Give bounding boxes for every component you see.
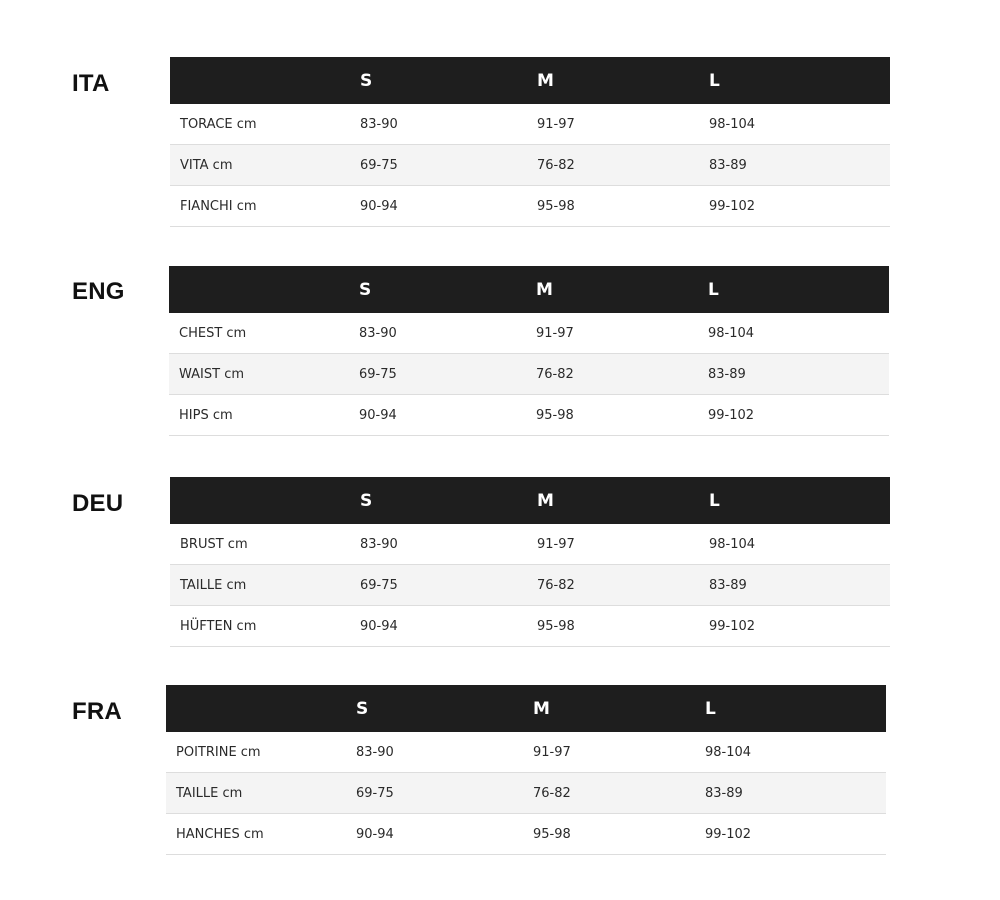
size-header-l: L bbox=[705, 685, 886, 732]
size-header-m: M bbox=[537, 477, 709, 524]
measurement-label: VITA cm bbox=[170, 145, 360, 186]
size-l-value: 99-102 bbox=[705, 814, 886, 855]
size-l-value: 98-104 bbox=[705, 732, 886, 773]
size-m-value: 91-97 bbox=[536, 313, 708, 354]
measurement-label: HANCHES cm bbox=[166, 814, 356, 855]
size-header-s: S bbox=[360, 57, 537, 104]
size-table-deu bbox=[170, 477, 890, 647]
language-heading: ITA bbox=[72, 70, 110, 97]
size-s-value: 69-75 bbox=[359, 354, 536, 395]
language-heading: FRA bbox=[72, 698, 122, 725]
table-row bbox=[170, 186, 890, 227]
table-header-row bbox=[170, 57, 890, 104]
size-s-value: 83-90 bbox=[359, 313, 536, 354]
measurement-label: WAIST cm bbox=[169, 354, 359, 395]
table-header-row bbox=[170, 477, 890, 524]
size-m-value: 95-98 bbox=[533, 814, 705, 855]
table-row bbox=[166, 732, 886, 773]
size-header-m: M bbox=[533, 685, 705, 732]
measurement-label: TORACE cm bbox=[170, 104, 360, 145]
size-s-value: 69-75 bbox=[360, 145, 537, 186]
size-m-value: 76-82 bbox=[533, 773, 705, 814]
header-empty-cell bbox=[169, 266, 359, 313]
size-s-value: 90-94 bbox=[356, 814, 533, 855]
header-empty-cell bbox=[166, 685, 356, 732]
size-s-value: 83-90 bbox=[360, 524, 537, 565]
size-m-value: 95-98 bbox=[537, 186, 709, 227]
size-header-m: M bbox=[536, 266, 708, 313]
table-row bbox=[169, 354, 889, 395]
table-row bbox=[166, 773, 886, 814]
size-header-m: M bbox=[537, 57, 709, 104]
size-m-value: 91-97 bbox=[537, 104, 709, 145]
size-m-value: 76-82 bbox=[537, 565, 709, 606]
size-header-s: S bbox=[356, 685, 533, 732]
measurement-label: HIPS cm bbox=[169, 395, 359, 436]
size-header-l: L bbox=[708, 266, 889, 313]
size-m-value: 91-97 bbox=[533, 732, 705, 773]
size-m-value: 76-82 bbox=[536, 354, 708, 395]
size-header-l: L bbox=[709, 477, 890, 524]
size-m-value: 91-97 bbox=[537, 524, 709, 565]
size-s-value: 83-90 bbox=[360, 104, 537, 145]
header-empty-cell bbox=[170, 57, 360, 104]
table-header-row bbox=[169, 266, 889, 313]
size-l-value: 98-104 bbox=[708, 313, 889, 354]
size-header-s: S bbox=[360, 477, 537, 524]
size-header-l: L bbox=[709, 57, 890, 104]
size-s-value: 69-75 bbox=[356, 773, 533, 814]
table-header-row bbox=[166, 685, 886, 732]
size-table-fra bbox=[166, 685, 886, 855]
size-table-eng bbox=[169, 266, 889, 436]
table-row bbox=[166, 814, 886, 855]
size-l-value: 99-102 bbox=[708, 395, 889, 436]
size-header-s: S bbox=[359, 266, 536, 313]
size-l-value: 83-89 bbox=[709, 565, 890, 606]
language-heading: ENG bbox=[72, 278, 125, 305]
measurement-label: CHEST cm bbox=[169, 313, 359, 354]
size-l-value: 98-104 bbox=[709, 104, 890, 145]
size-l-value: 99-102 bbox=[709, 186, 890, 227]
size-s-value: 83-90 bbox=[356, 732, 533, 773]
size-l-value: 83-89 bbox=[705, 773, 886, 814]
table-row bbox=[170, 524, 890, 565]
table-row bbox=[170, 104, 890, 145]
table-row bbox=[169, 395, 889, 436]
size-m-value: 76-82 bbox=[537, 145, 709, 186]
size-l-value: 83-89 bbox=[708, 354, 889, 395]
header-empty-cell bbox=[170, 477, 360, 524]
measurement-label: POITRINE cm bbox=[166, 732, 356, 773]
size-s-value: 90-94 bbox=[359, 395, 536, 436]
measurement-label: FIANCHI cm bbox=[170, 186, 360, 227]
size-m-value: 95-98 bbox=[537, 606, 709, 647]
size-m-value: 95-98 bbox=[536, 395, 708, 436]
size-l-value: 83-89 bbox=[709, 145, 890, 186]
table-row bbox=[170, 565, 890, 606]
size-s-value: 69-75 bbox=[360, 565, 537, 606]
measurement-label: TAILLE cm bbox=[170, 565, 360, 606]
measurement-label: TAILLE cm bbox=[166, 773, 356, 814]
table-row bbox=[169, 313, 889, 354]
table-row bbox=[170, 606, 890, 647]
size-l-value: 99-102 bbox=[709, 606, 890, 647]
size-table-ita bbox=[170, 57, 890, 227]
table-row bbox=[170, 145, 890, 186]
size-s-value: 90-94 bbox=[360, 606, 537, 647]
size-l-value: 98-104 bbox=[709, 524, 890, 565]
language-heading: DEU bbox=[72, 490, 124, 517]
size-s-value: 90-94 bbox=[360, 186, 537, 227]
measurement-label: HÜFTEN cm bbox=[170, 606, 360, 647]
measurement-label: BRUST cm bbox=[170, 524, 360, 565]
